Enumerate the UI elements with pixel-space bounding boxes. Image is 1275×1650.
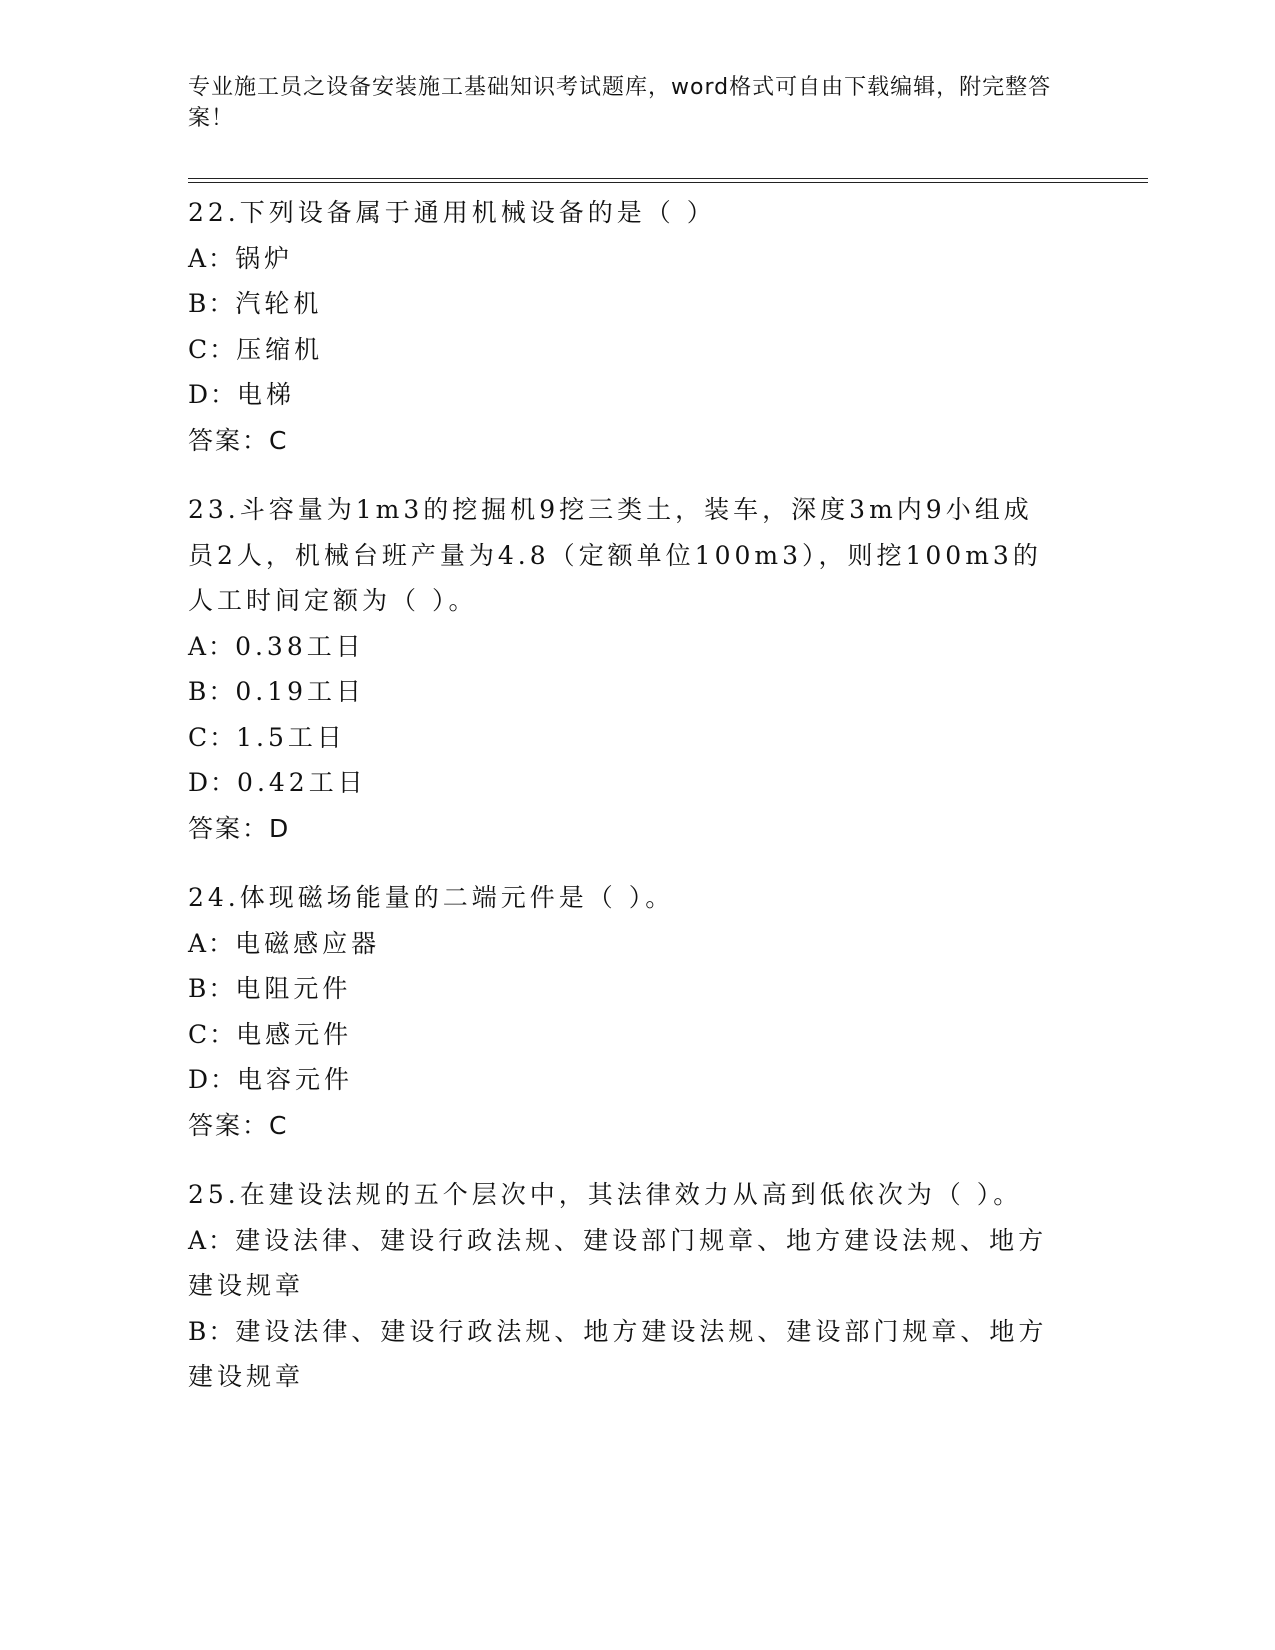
option-text: 电梯 bbox=[237, 380, 296, 409]
option-text: 压缩机 bbox=[236, 334, 324, 364]
option-label: D： bbox=[188, 380, 238, 409]
question-stem: 24.体现磁场能量的二端元件是（ ）。 bbox=[188, 883, 675, 912]
question-24 bbox=[188, 875, 1088, 1148]
question-list bbox=[188, 190, 1088, 1424]
option-text: 0.42工日 bbox=[237, 768, 367, 797]
option-label: B： bbox=[188, 1316, 236, 1346]
question-stem: 22.下列设备属于通用机械设备的是（ ） bbox=[188, 198, 716, 227]
option-label: D： bbox=[188, 768, 238, 797]
option-text: 锅炉 bbox=[235, 243, 294, 273]
option-b bbox=[188, 1309, 1058, 1400]
question-22 bbox=[188, 190, 1088, 463]
option-a bbox=[188, 921, 1088, 967]
question-23 bbox=[188, 487, 1088, 851]
option-text: 汽轮机 bbox=[235, 289, 323, 318]
option-b bbox=[188, 281, 1088, 327]
option-a bbox=[188, 236, 1088, 282]
question-stem: 23.斗容量为1m3的挖掘机9挖三类土，装车，深度3m内9小组成员2人，机械台班产量为4.8（定额单位100m3），则挖100m3的人工时间定额为（ ）。 bbox=[188, 495, 1042, 615]
document-intro: 专业施工员之设备安装施工基础知识考试题库，word格式可自由下载编辑，附完整答案！ bbox=[188, 75, 1052, 131]
option-text: 电磁感应器 bbox=[235, 928, 381, 958]
answer-line: 答案：D bbox=[188, 813, 291, 843]
option-d bbox=[188, 372, 1088, 418]
answer-line: 答案：C bbox=[188, 1110, 289, 1140]
option-text: 电阻元件 bbox=[235, 974, 352, 1003]
option-label: B： bbox=[188, 974, 236, 1003]
option-a bbox=[188, 1218, 1058, 1309]
question-stem: 25.在建设法规的五个层次中，其法律效力从高到低依次为（ ）。 bbox=[188, 1180, 1023, 1209]
option-text: 0.38工日 bbox=[235, 631, 365, 661]
option-b bbox=[188, 966, 1088, 1012]
option-d bbox=[188, 1057, 1088, 1103]
header-divider-bottom bbox=[188, 182, 1148, 183]
option-label: C： bbox=[188, 722, 237, 752]
option-c bbox=[188, 1012, 1088, 1058]
option-label: A： bbox=[188, 243, 236, 273]
option-label: A： bbox=[188, 1225, 236, 1255]
question-25 bbox=[188, 1172, 1088, 1400]
option-text: 0.19工日 bbox=[235, 677, 366, 706]
option-a bbox=[188, 624, 1088, 670]
option-text: 建设法律、建设行政法规、建设部门规章、地方建设法规、地方建设规章 bbox=[188, 1225, 1048, 1300]
option-d bbox=[188, 760, 1088, 806]
option-text: 电容元件 bbox=[237, 1065, 354, 1094]
option-text: 电感元件 bbox=[236, 1019, 353, 1049]
option-label: C： bbox=[188, 334, 237, 364]
header-divider-top bbox=[188, 178, 1148, 179]
option-c bbox=[188, 715, 1088, 761]
option-label: B： bbox=[188, 677, 236, 706]
option-text: 建设法律、建设行政法规、地方建设法规、建设部门规章、地方建设规章 bbox=[188, 1316, 1048, 1391]
answer-line: 答案：C bbox=[188, 425, 289, 455]
option-b bbox=[188, 669, 1088, 715]
option-text: 1.5工日 bbox=[236, 722, 346, 752]
option-label: C： bbox=[188, 1019, 237, 1049]
option-label: A： bbox=[188, 928, 236, 958]
option-label: D： bbox=[188, 1065, 238, 1094]
option-c bbox=[188, 327, 1088, 373]
option-label: A： bbox=[188, 631, 236, 661]
option-label: B： bbox=[188, 289, 236, 318]
